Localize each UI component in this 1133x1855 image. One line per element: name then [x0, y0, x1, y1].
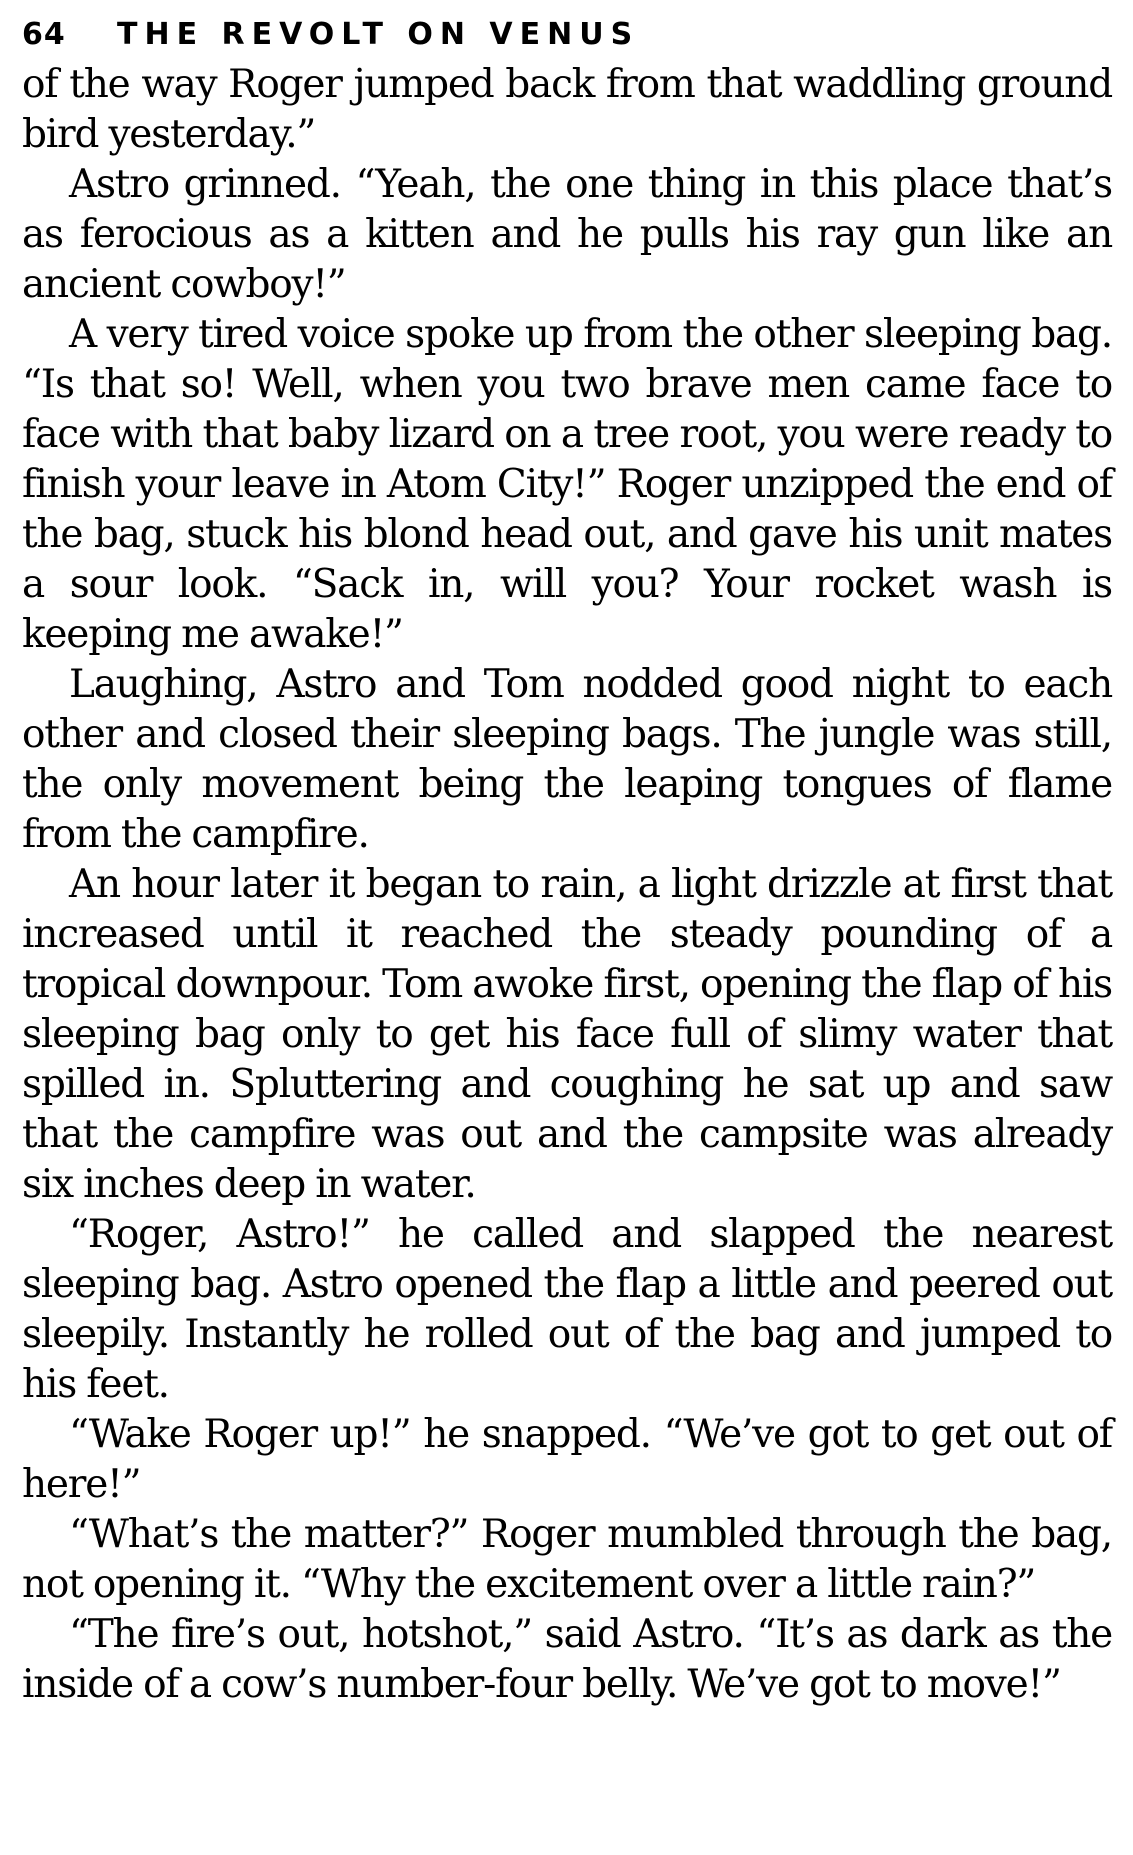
paragraph: An hour later it began to rain, a light drizzle at first that increased until it reached the steady pounding of a tropical downpour. Tom awoke first, opening the flap of his sleeping bag only to get his face full of slimy water that spilled in. Spluttering and coughing he sat up and saw that the campfire was out and the campsite was already six inches deep in water.	[22, 862, 1112, 1207]
paragraph: Astro grinned. “Yeah, the one thing in this place that’s as ferocious as a kitten and he pulls his ray gun like an ancient cowboy!”	[22, 162, 1112, 307]
paragraph: “Wake Roger up!” he snapped. “We’ve got to get out of here!”	[22, 1412, 1112, 1507]
paragraph: A very tired voice spoke up from the other sleeping bag. “Is that so! Well, when you two brave men came face to face with that baby lizard on a tree root, you were ready to finish your leave in Atom City!” Roger unzipped the end of the bag, stuck his blond head out, and gave his unit mates a sour look. “Sack in, will you? Your rocket wash is keeping me awake!”	[22, 312, 1112, 657]
running-title: THE REVOLT ON VENUS	[117, 17, 640, 52]
body-text	[22, 60, 1112, 1710]
paragraph: of the way Roger jumped back from that waddling ground bird yesterday.”	[22, 62, 1112, 157]
paragraph: “The fire’s out, hotshot,” said Astro. “It’s as dark as the inside of a cow’s number-four belly. We’ve got to move!”	[22, 1612, 1112, 1707]
paragraph: Laughing, Astro and Tom nodded good night to each other and closed their sleeping bags. The jungle was still, the only movement being the leaping tongues of flame from the campfire.	[22, 662, 1112, 857]
page-header	[22, 14, 1112, 56]
paragraph: “Roger, Astro!” he called and slapped the nearest sleeping bag. Astro opened the flap a little and peered out sleepily. Instantly he rolled out of the bag and jumped to his feet.	[22, 1212, 1112, 1407]
page-number: 64	[22, 17, 66, 52]
book-page	[22, 14, 1112, 1710]
paragraph: “What’s the matter?” Roger mumbled through the bag, not opening it. “Why the excitement over a little rain?”	[22, 1512, 1112, 1607]
